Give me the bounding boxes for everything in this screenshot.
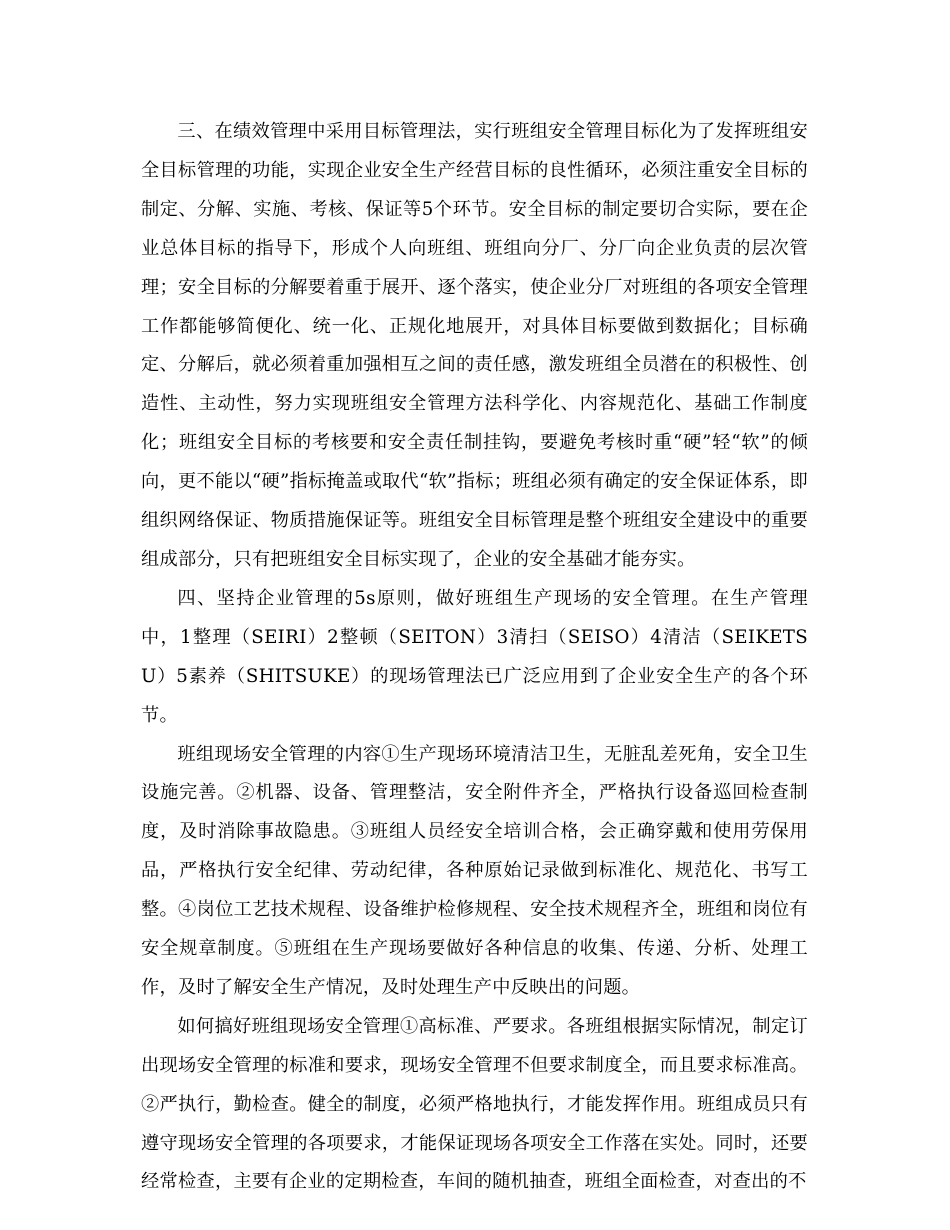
paragraph-site-safety-content: 班组现场安全管理的内容①生产现场环境清洁卫生，无脏乱差死角，安全卫生设施完善。②机器、设备、管理整洁，安全附件齐全，严格执行设备巡回检查制度，及时消除事故隐患。③班组人员经安全培训合格，会正确穿戴和使用劳保用品，严格执行安全纪律、劳动纪律，各种原始记录做到标准化、规范化、书写工整。④岗位工艺技术规程、设备维护检修规程、安全技术规程齐全，班组和岗位有安全规章制度。⑤班组在生产现场要做好各种信息的收集、传递、分析、处理工作，及时了解安全生产情况，及时处理生产中反映出的问题。 [141, 743, 808, 998]
paragraph-section-four: 四、坚持企业管理的5s原则，做好班组生产现场的安全管理。在生产管理中，1整理（SEIRI）2整顿（SEITON）3清扫（SEISO）4清洁（SEIKETSU）5素养（SHITSUKE）的现场管理法已广泛应用到了企业安全生产的各个环节。 [141, 587, 808, 726]
paragraph-section-three: 三、在绩效管理中采用目标管理法，实行班组安全管理目标化为了发挥班组安全目标管理的功能，实现企业安全生产经营目标的良性循环，必须注重安全目标的制定、分解、实施、考核、保证等5个环节。安全目标的制定要切合实际，要在企业总体目标的指导下，形成个人向班组、班组向分厂、分厂向企业负责的层次管理；安全目标的分解要着重于展开、逐个落实，使企业分厂对班组的各项安全管理工作都能够简便化、统一化、正规化地展开，对具体目标要做到数据化；目标确定、分解后，就必须着重加强相互之间的责任感，激发班组全员潜在的积极性、创造性、主动性，努力实现班组安全管理方法科学化、内容规范化、基础工作制度化；班组安全目标的考核要和安全责任制挂钩，要避免考核时重“硬”轻“软”的倾向，更不能以“硬”指标掩盖或取代“软”指标；班组必须有确定的安全保证体系，即组织网络保证、物质措施保证等。班组安全目标管理是整个班组安全建设中的重要组成部分，只有把班组安全目标实现了，企业的安全基础才能夯实。 [141, 121, 808, 570]
document-page [141, 113, 808, 1202]
paragraph-site-safety-how: 如何搞好班组现场安全管理①高标准、严要求。各班组根据实际情况，制定订出现场安全管理的标准和要求，现场安全管理不但要求制度全，而且要求标准高。②严执行，勤检查。健全的制度，必须严格地执行，才能发挥作用。班组成员只有遵守现场安全管理的各项要求，才能保证现场各项安全工作落在实处。同时，还要经常检查，主要有企业的定期检查，车间的随机抽查，班组全面检查，对查出的不 [141, 1015, 808, 1193]
